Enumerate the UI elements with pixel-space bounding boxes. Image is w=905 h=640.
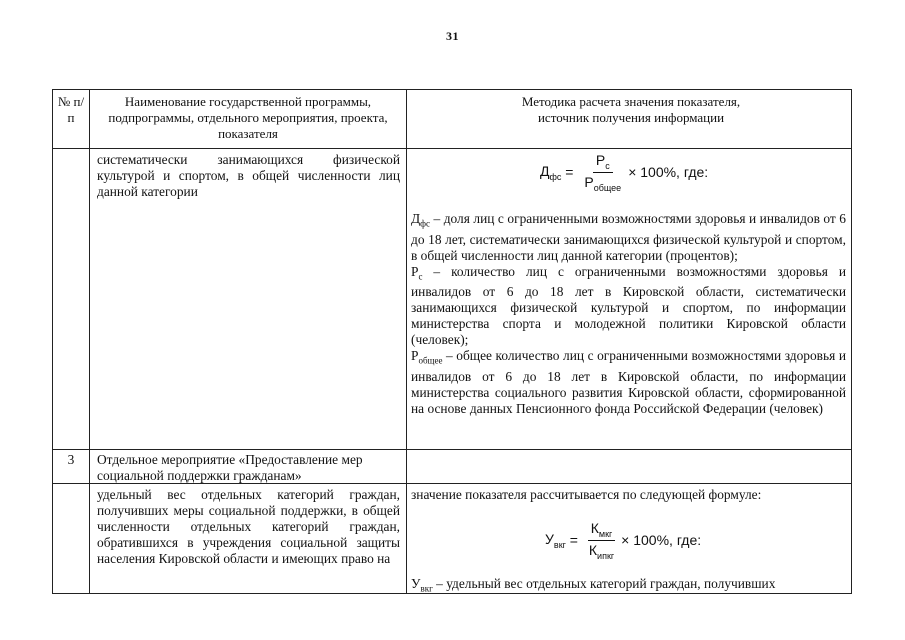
row2-name-text: Отдельное мероприятие «Предоставление мер социальной поддержки гражданам» xyxy=(97,452,363,483)
row1-definitions xyxy=(411,211,846,417)
formula-lhs: $У_{вкг}$ xyxy=(545,530,566,550)
row3-formula xyxy=(545,520,701,561)
col1-divider xyxy=(89,89,90,594)
header-num-text: № п/п xyxy=(57,94,85,125)
row2-num xyxy=(56,452,86,468)
formula-denominator: $К_{ипкг}$ xyxy=(588,541,615,561)
formula-tail: × 100%, где: xyxy=(621,532,702,549)
row3-name-text: удельный вес отдельных категорий граждан, получивших меры социальной поддержки, в общей численности отдельных категорий граждан, обратившихся в учреждения социальной защиты населения Кировской области и имеющих право на xyxy=(97,487,400,566)
row2-name xyxy=(97,452,402,484)
row2-num-text: 3 xyxy=(67,452,75,467)
formula-numerator: $Р_с$ xyxy=(593,152,613,173)
row1-name xyxy=(97,152,400,200)
col2-divider xyxy=(406,89,407,594)
formula-tail: × 100%, где: xyxy=(628,164,709,181)
formula-equals: = xyxy=(565,532,582,549)
row1-name-text: систематически занимающихся физической культурой и спортом, в общей численности лиц данной категории xyxy=(97,152,400,199)
header-bottom-border xyxy=(52,148,852,149)
header-num xyxy=(56,94,86,126)
table-top-border xyxy=(52,89,852,90)
row3-intro-text: значение показателя рассчитывается по следующей формуле: xyxy=(411,487,762,502)
header-method-text: Методика расчета значения показателя, источник получения информации xyxy=(521,94,741,125)
header-method xyxy=(500,94,762,126)
row3-name xyxy=(97,487,400,567)
row1-formula xyxy=(540,152,708,193)
formula-fraction xyxy=(586,520,617,561)
header-name-text: Наименование государственной программы, подпрограммы, отдельного мероприятия, проекта, показателя xyxy=(108,94,388,141)
formula-denominator: $Р_{общее}$ xyxy=(584,173,622,193)
row3-intro xyxy=(411,487,846,503)
definition-pobshee: $Р_{общее}$ – общее количество лиц с ограниченными возможностями здоровья и инвалидов от 6 до 18 лет в Кировской области, по информации министерства социального развития Кировской области, сформированной на основе данных Пенсионного фонда Российской Федерации (человек) xyxy=(411,348,846,417)
row1-bottom-border xyxy=(52,449,852,450)
header-name xyxy=(96,94,400,142)
table-right-border xyxy=(851,89,852,594)
row3-definition: $У_{вкг}$ – удельный вес отдельных категорий граждан, получивших xyxy=(411,576,776,594)
formula-fraction xyxy=(581,152,624,193)
formula-equals: = xyxy=(561,164,578,181)
formula-lhs: $Д_{фс}$ xyxy=(540,162,562,182)
definition-dfs: $Д_{фс}$ – доля лиц с ограниченными возможностями здоровья и инвалидов от 6 до 18 лет, систематически занимающихся физической культурой и спортом, в общей численности лиц данной категории (процентов); xyxy=(411,211,846,263)
page-number: 31 xyxy=(446,29,459,43)
definition-pc: $Р_с$ – количество лиц с ограниченными возможностями здоровья и инвалидов от 6 до 18 лет в Кировской области, систематически занимающихся физической культурой и спортом, по информации министерства спорта и молодежной политики Кировской области (человек); xyxy=(411,263,846,348)
formula-numerator: $К_{мкг}$ xyxy=(588,520,616,541)
table-left-border xyxy=(52,89,53,594)
